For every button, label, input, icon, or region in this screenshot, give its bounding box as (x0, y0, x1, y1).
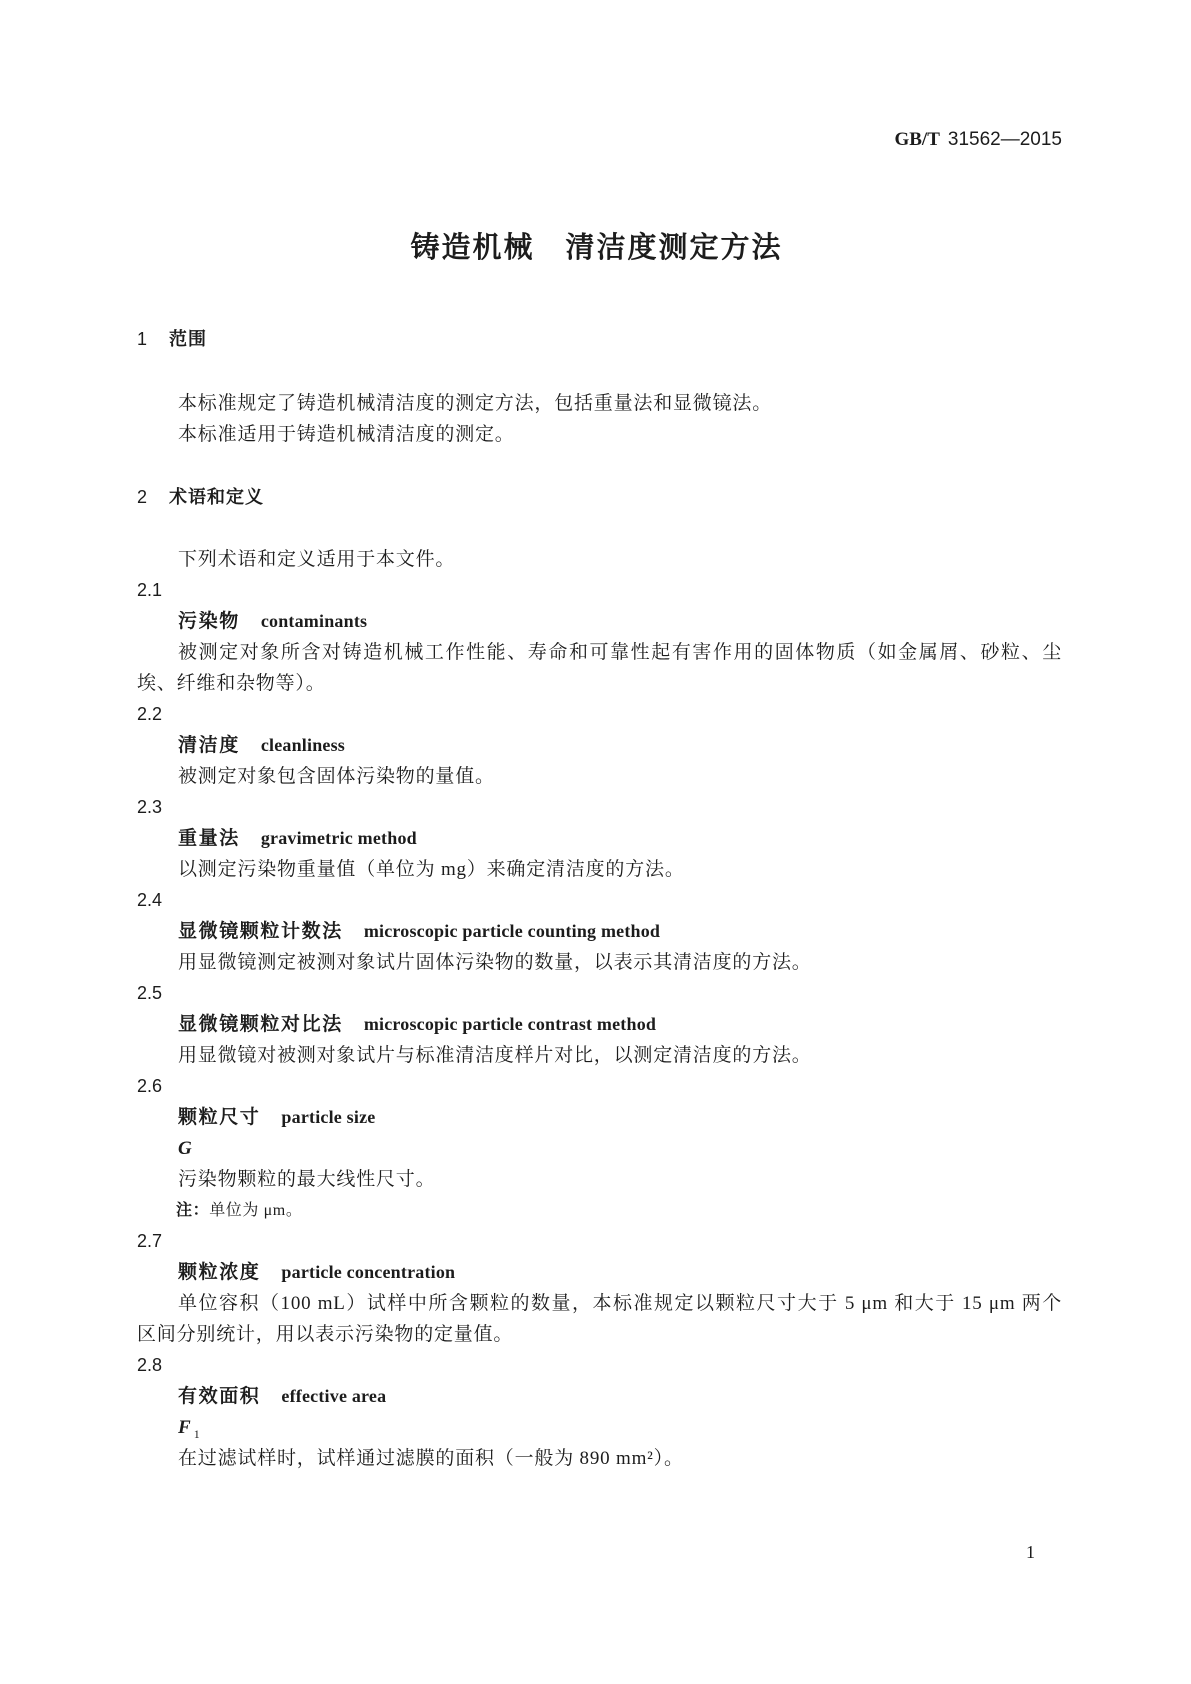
section-heading-terms (137, 482, 1062, 513)
term-english: contaminants (260, 611, 368, 631)
term-heading (137, 606, 1062, 637)
term-number: 2.1 (137, 580, 163, 600)
section-number: 2 (137, 487, 148, 507)
term-chinese: 清洁度 (178, 735, 240, 756)
term-english: effective area (281, 1386, 387, 1406)
term-heading (137, 916, 1062, 947)
term-english: particle size (281, 1107, 376, 1127)
document-title: 铸造机械 清洁度测定方法 (410, 232, 783, 264)
term-definition: 用显微镜对被测对象试片与标准清洁度样片对比，以测定清洁度的方法。 (178, 1045, 812, 1066)
term-definition: 单位容积（100 mL）试样中所含颗粒的数量，本标准规定以颗粒尺寸大于 5 μm 和大于 15 μm 两个 (178, 1293, 1062, 1314)
standard-code-header (894, 128, 1062, 152)
term-english: cleanliness (260, 735, 346, 755)
term-number: 2.7 (137, 1231, 163, 1251)
term-symbol: G (178, 1138, 192, 1159)
term-number: 2.4 (137, 890, 163, 910)
term-symbol-line (137, 1412, 1062, 1443)
term-note (137, 1195, 1062, 1226)
term-chinese: 颗粒浓度 (178, 1262, 261, 1283)
term-number: 2.2 (137, 704, 163, 724)
standard-code-number: 31562—2015 (947, 129, 1062, 150)
document-body (137, 324, 1062, 1474)
term-definition: 用显微镜测定被测对象试片固体污染物的数量，以表示其清洁度的方法。 (178, 952, 812, 973)
term-english: microscopic particle counting method (363, 921, 661, 941)
scope-paragraph: 本标准规定了铸造机械清洁度的测定方法，包括重量法和显微镜法。 (178, 393, 773, 414)
note-text: 单位为 μm。 (209, 1202, 303, 1219)
term-chinese: 颗粒尺寸 (178, 1107, 261, 1128)
term-heading (137, 823, 1062, 854)
term-symbol: F (178, 1417, 191, 1438)
term-english: particle concentration (281, 1262, 456, 1282)
note-label: 注： (176, 1202, 210, 1219)
section-title: 范围 (169, 329, 207, 349)
term-heading (137, 730, 1062, 761)
term-number: 2.8 (137, 1355, 163, 1375)
term-chinese: 污染物 (178, 611, 240, 632)
term-definition: 在过滤试样时，试样通过滤膜的面积（一般为 890 mm²）。 (178, 1448, 684, 1469)
term-number: 2.6 (137, 1076, 163, 1096)
terms-intro: 下列术语和定义适用于本文件。 (178, 549, 456, 570)
term-english: gravimetric method (260, 828, 417, 848)
scope-paragraph: 本标准适用于铸造机械清洁度的测定。 (178, 424, 515, 445)
term-definition: 污染物颗粒的最大线性尺寸。 (178, 1169, 436, 1190)
term-definition: 被测定对象所含对铸造机械工作性能、寿命和可靠性起有害作用的固体物质（如金属屑、砂粒、尘 (178, 642, 1062, 663)
standard-code-prefix: GB/T (894, 129, 940, 150)
term-chinese: 重量法 (178, 828, 240, 849)
section-title: 术语和定义 (169, 487, 264, 507)
term-chinese: 有效面积 (178, 1386, 261, 1407)
term-symbol-line (137, 1133, 1062, 1164)
term-heading (137, 1381, 1062, 1412)
term-number: 2.5 (137, 983, 163, 1003)
term-number: 2.3 (137, 797, 163, 817)
term-definition: 被测定对象包含固体污染物的量值。 (178, 766, 495, 787)
term-symbol-subscript: 1 (193, 1427, 201, 1441)
page-number: 1 (1026, 1542, 1035, 1562)
term-definition-continued: 埃、纤维和杂物等）。 (137, 673, 326, 694)
term-chinese: 显微镜颗粒对比法 (178, 1014, 343, 1035)
term-chinese: 显微镜颗粒计数法 (178, 921, 343, 942)
term-definition: 以测定污染物重量值（单位为 mg）来确定清洁度的方法。 (178, 859, 685, 880)
term-heading (137, 1102, 1062, 1133)
term-heading (137, 1257, 1062, 1288)
term-english: microscopic particle contrast method (363, 1014, 657, 1034)
term-heading (137, 1009, 1062, 1040)
section-number: 1 (137, 329, 148, 349)
section-heading-scope (137, 324, 1062, 355)
term-definition-continued: 区间分别统计，用以表示污染物的定量值。 (137, 1324, 514, 1345)
